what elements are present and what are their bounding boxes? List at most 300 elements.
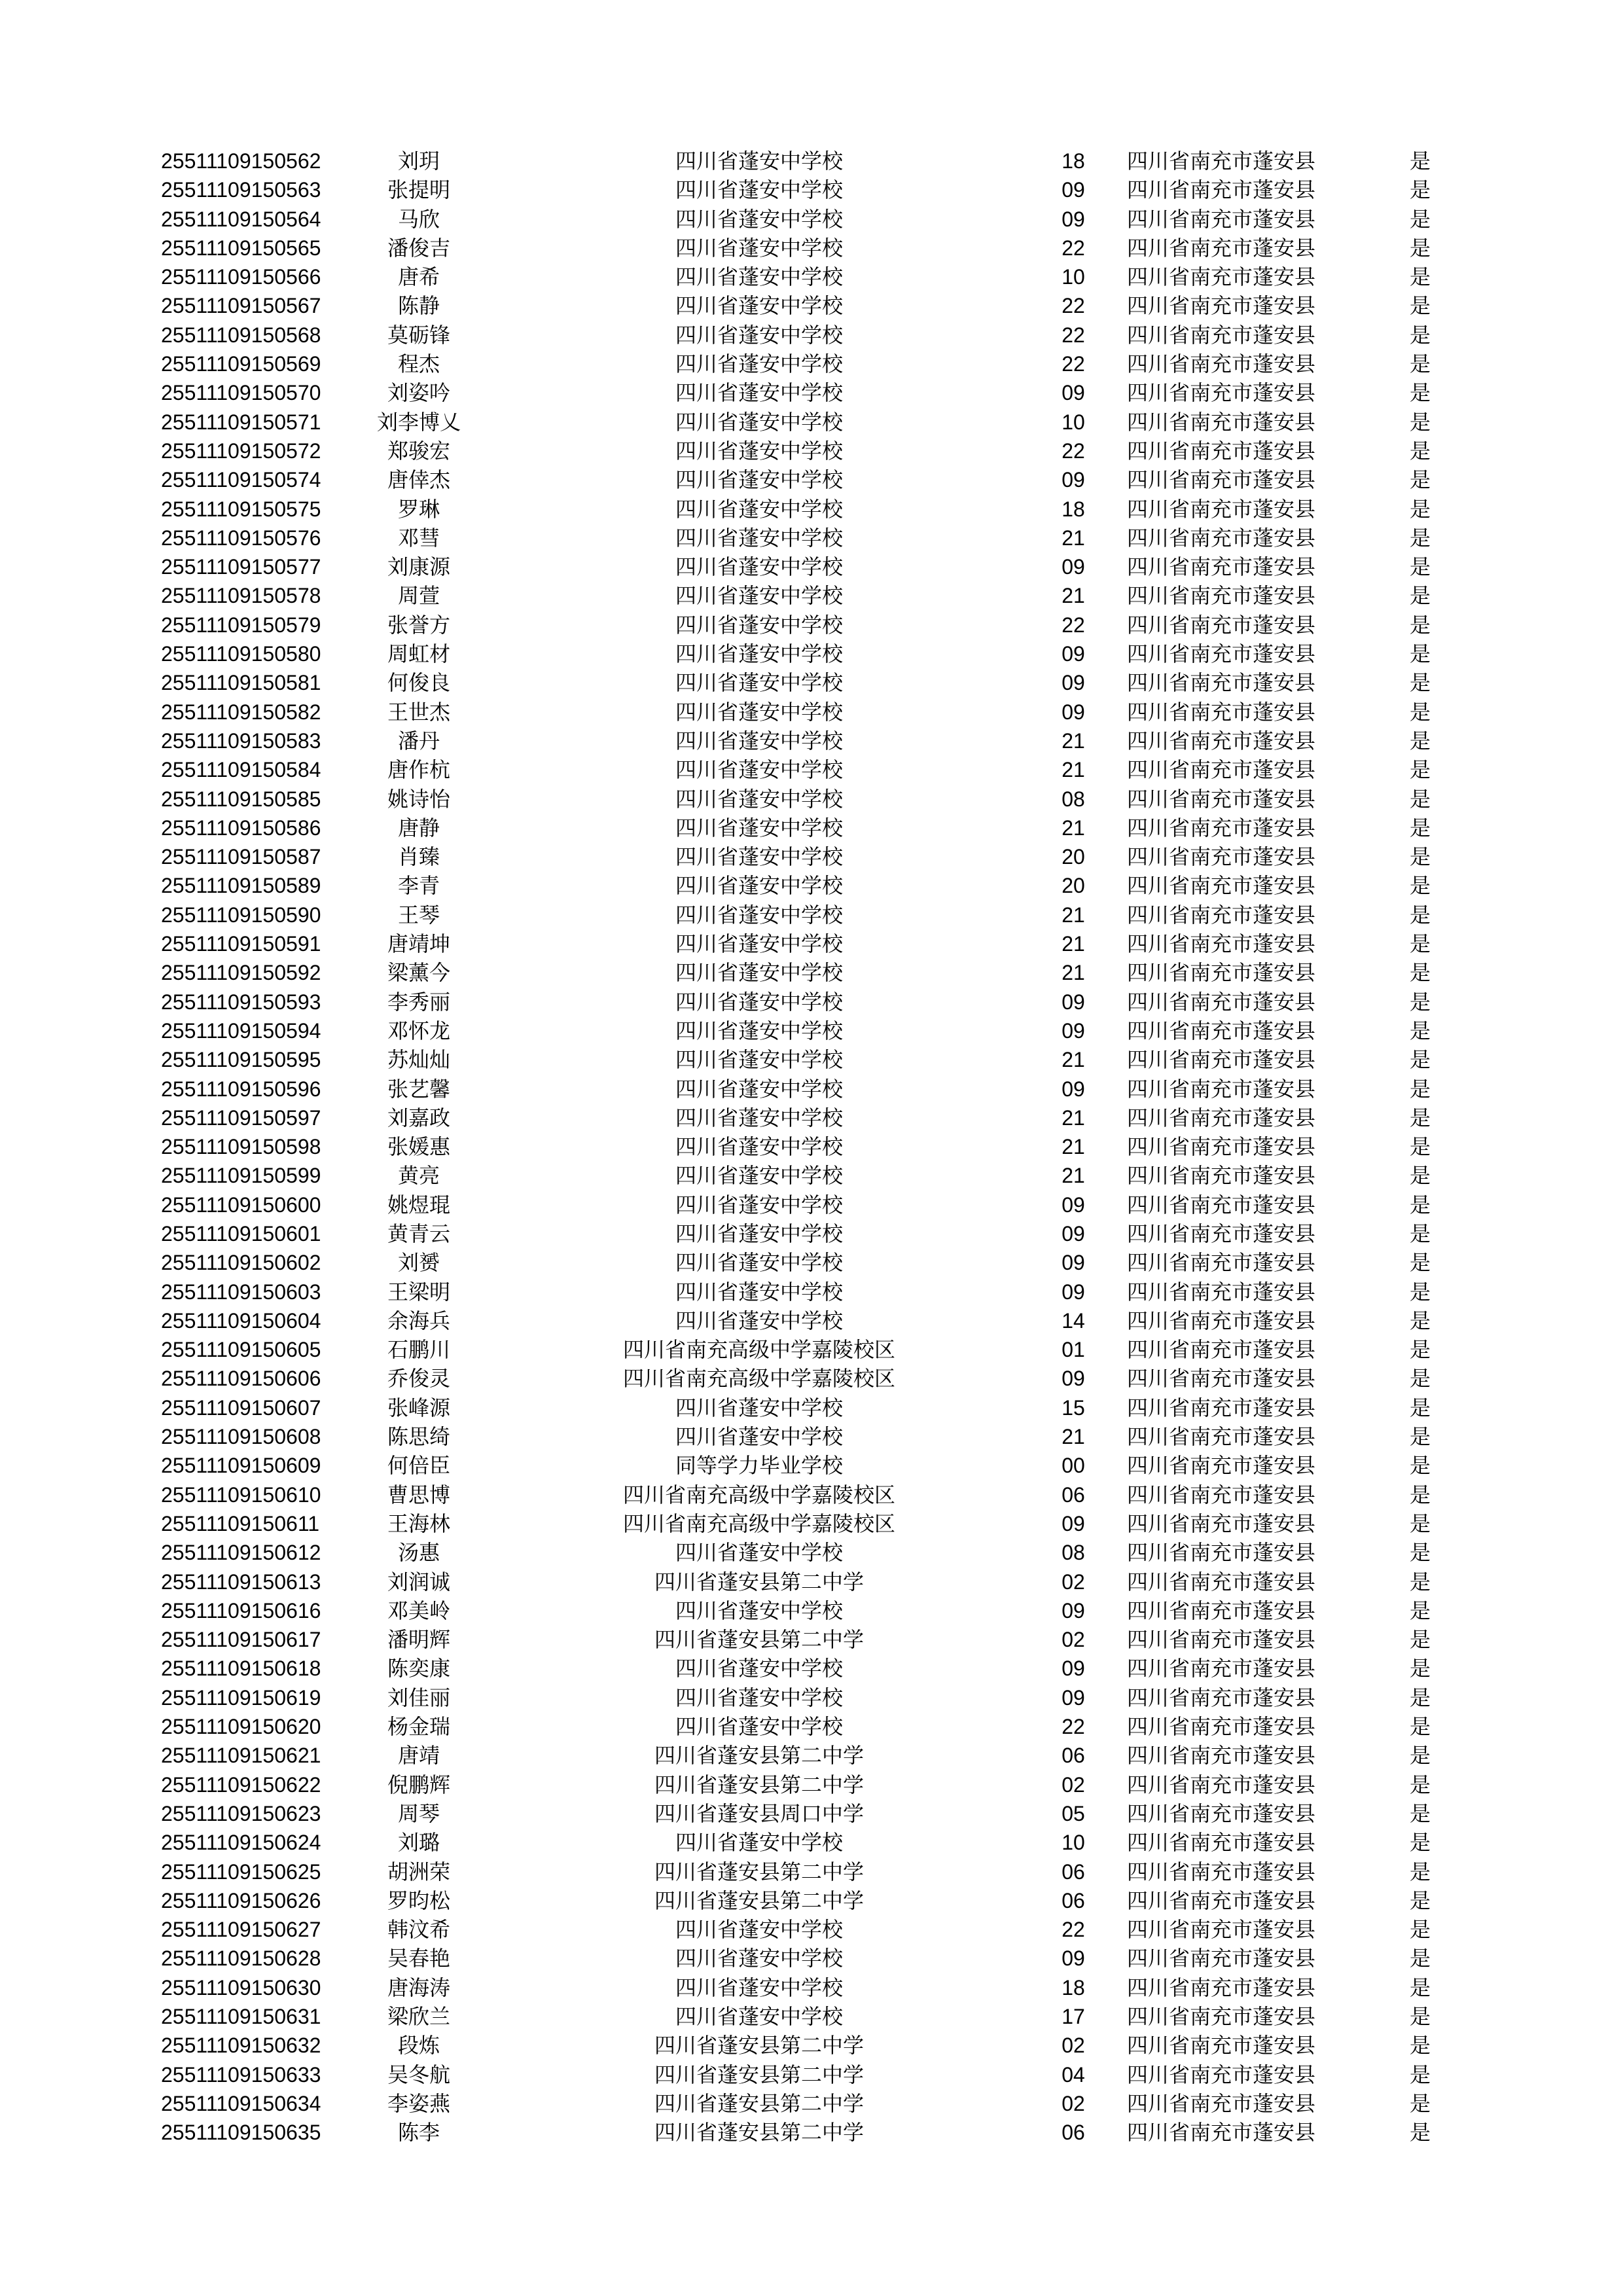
- student-name-cell: 韩汶希: [387, 1917, 450, 1943]
- exam-id-cell: 25511109150574: [161, 468, 321, 492]
- school-name-cell: 四川省蓬安县第二中学: [654, 1743, 864, 1768]
- category-code-cell: 09: [1061, 1221, 1085, 1246]
- table-row: [0, 1741, 1623, 1770]
- table-row: [0, 871, 1623, 900]
- table-row: [0, 1857, 1623, 1886]
- category-code-cell: 21: [1061, 816, 1085, 840]
- student-name-cell: 刘赟: [397, 1250, 440, 1276]
- exam-id-cell: 25511109150595: [161, 1048, 321, 1072]
- status-flag-cell: 是: [1409, 1366, 1431, 1391]
- status-flag-cell: 是: [1409, 1598, 1431, 1623]
- category-code-cell: 09: [1061, 642, 1085, 666]
- table-row: [0, 2089, 1623, 2118]
- region-cell: 四川省南充市蓬安县: [1127, 1308, 1316, 1333]
- category-code-cell: 21: [1061, 1135, 1085, 1159]
- region-cell: 四川省南充市蓬安县: [1127, 149, 1316, 173]
- table-row: [0, 465, 1623, 494]
- exam-id-cell: 25511109150612: [161, 1541, 321, 1565]
- category-code-cell: 15: [1061, 1395, 1085, 1420]
- school-name-cell: 四川省蓬安中学校: [675, 1076, 843, 1102]
- table-row: [0, 1944, 1623, 1973]
- student-name-cell: 肖臻: [397, 844, 440, 870]
- region-cell: 四川省南充市蓬安县: [1127, 1105, 1316, 1130]
- status-flag-cell: 是: [1409, 989, 1431, 1014]
- status-flag-cell: 是: [1409, 1337, 1431, 1363]
- student-name-cell: 倪鹏辉: [387, 1772, 450, 1797]
- region-cell: 四川省南充市蓬安县: [1127, 1569, 1316, 1594]
- exam-id-cell: 25511109150583: [161, 728, 321, 753]
- exam-id-cell: 25511109150628: [161, 1946, 321, 1971]
- region-cell: 四川省南充市蓬安县: [1127, 670, 1316, 696]
- category-code-cell: 21: [1061, 1425, 1085, 1449]
- exam-id-cell: 25511109150578: [161, 584, 321, 608]
- table-row: [0, 1770, 1623, 1799]
- region-cell: 四川省南充市蓬安县: [1127, 1888, 1316, 1913]
- exam-id-cell: 25511109150632: [161, 2034, 321, 2058]
- table-row: [0, 1596, 1623, 1625]
- school-name-cell: 四川省蓬安中学校: [675, 438, 843, 463]
- exam-id-cell: 25511109150598: [161, 1135, 321, 1159]
- region-cell: 四川省南充市蓬安县: [1127, 554, 1316, 580]
- school-name-cell: 四川省蓬安中学校: [675, 1047, 843, 1073]
- school-name-cell: 四川省蓬安县第二中学: [654, 2033, 864, 2058]
- table-row: [0, 1828, 1623, 1857]
- category-code-cell: 09: [1061, 700, 1085, 724]
- student-name-cell: 周萱: [397, 583, 440, 609]
- table-row: [0, 1654, 1623, 1683]
- school-name-cell: 四川省蓬安中学校: [675, 235, 843, 260]
- region-cell: 四川省南充市蓬安县: [1127, 467, 1316, 493]
- category-code-cell: 09: [1061, 468, 1085, 492]
- status-flag-cell: 是: [1409, 2062, 1431, 2087]
- exam-id-cell: 25511109150619: [161, 1685, 321, 1710]
- status-flag-cell: 是: [1409, 699, 1431, 725]
- exam-id-cell: 25511109150621: [161, 1744, 321, 1768]
- exam-id-cell: 25511109150623: [161, 1801, 321, 1825]
- student-name-cell: 陈静: [397, 293, 440, 319]
- category-code-cell: 05: [1061, 1801, 1085, 1825]
- school-name-cell: 四川省蓬安中学校: [675, 1134, 843, 1160]
- exam-id-cell: 25511109150575: [161, 497, 321, 521]
- student-name-cell: 黄青云: [387, 1221, 450, 1246]
- status-flag-cell: 是: [1409, 1511, 1431, 1536]
- exam-id-cell: 25511109150579: [161, 613, 321, 637]
- status-flag-cell: 是: [1409, 1308, 1431, 1333]
- category-code-cell: 22: [1061, 352, 1085, 376]
- exam-id-cell: 25511109150563: [161, 178, 321, 202]
- region-cell: 四川省南充市蓬安县: [1127, 1076, 1316, 1102]
- exam-id-cell: 25511109150584: [161, 758, 321, 782]
- category-code-cell: 09: [1061, 1511, 1085, 1535]
- exam-id-cell: 25511109150587: [161, 845, 321, 869]
- student-name-cell: 张誉方: [387, 612, 450, 637]
- school-name-cell: 四川省蓬安中学校: [675, 1656, 843, 1681]
- category-code-cell: 18: [1061, 149, 1085, 173]
- table-row: [0, 2002, 1623, 2031]
- exam-id-cell: 25511109150607: [161, 1395, 321, 1420]
- category-code-cell: 06: [1061, 1482, 1085, 1507]
- table-row: [0, 1191, 1623, 1219]
- category-code-cell: 17: [1061, 2005, 1085, 2028]
- student-name-cell: 姚诗怡: [387, 786, 450, 812]
- status-flag-cell: 是: [1409, 149, 1431, 173]
- table-row: [0, 205, 1623, 234]
- student-name-cell: 张峰源: [387, 1395, 450, 1420]
- school-name-cell: 四川省蓬安中学校: [675, 583, 843, 609]
- status-flag-cell: 是: [1409, 1424, 1431, 1450]
- exam-id-cell: 25511109150597: [161, 1105, 321, 1130]
- exam-id-cell: 25511109150608: [161, 1425, 321, 1449]
- status-flag-cell: 是: [1409, 1105, 1431, 1130]
- table-row: [0, 929, 1623, 958]
- status-flag-cell: 是: [1409, 1685, 1431, 1710]
- status-flag-cell: 是: [1409, 2033, 1431, 2058]
- school-name-cell: 四川省蓬安县第二中学: [654, 1627, 864, 1653]
- region-cell: 四川省南充市蓬安县: [1127, 815, 1316, 840]
- table-row: [0, 1712, 1623, 1741]
- region-cell: 四川省南充市蓬安县: [1127, 1598, 1316, 1623]
- status-flag-cell: 是: [1409, 757, 1431, 783]
- region-cell: 四川省南充市蓬安县: [1127, 786, 1316, 812]
- table-row: [0, 1335, 1623, 1364]
- exam-id-cell: 25511109150592: [161, 961, 321, 985]
- school-name-cell: 四川省蓬安中学校: [675, 1221, 843, 1246]
- student-name-cell: 梁欣兰: [387, 2004, 450, 2029]
- student-name-cell: 刘嘉政: [387, 1105, 450, 1130]
- region-cell: 四川省南充市蓬安县: [1127, 1192, 1316, 1217]
- table-row: [0, 1045, 1623, 1074]
- table-row: [0, 1075, 1623, 1103]
- school-name-cell: 四川省蓬安中学校: [675, 815, 843, 840]
- status-flag-cell: 是: [1409, 1743, 1431, 1768]
- category-code-cell: 21: [1061, 1105, 1085, 1130]
- table-row: [0, 2060, 1623, 2089]
- status-flag-cell: 是: [1409, 1569, 1431, 1594]
- exam-id-cell: 25511109150585: [161, 787, 321, 811]
- region-cell: 四川省南充市蓬安县: [1127, 380, 1316, 406]
- status-flag-cell: 是: [1409, 177, 1431, 203]
- exam-id-cell: 25511109150626: [161, 1888, 321, 1912]
- student-name-cell: 刘康源: [387, 554, 450, 580]
- student-name-cell: 邓美岭: [387, 1598, 450, 1623]
- student-name-cell: 刘润诚: [387, 1569, 450, 1594]
- region-cell: 四川省南充市蓬安县: [1127, 1627, 1316, 1653]
- school-name-cell: 同等学力毕业学校: [675, 1453, 843, 1479]
- category-code-cell: 09: [1061, 1251, 1085, 1275]
- region-cell: 四川省南充市蓬安县: [1127, 1018, 1316, 1043]
- exam-id-cell: 25511109150576: [161, 526, 321, 550]
- school-name-cell: 四川省蓬安中学校: [675, 670, 843, 696]
- status-flag-cell: 是: [1409, 235, 1431, 260]
- table-row: [0, 842, 1623, 871]
- table-row: [0, 1683, 1623, 1712]
- school-name-cell: 四川省蓬安中学校: [675, 844, 843, 870]
- table-row: [0, 1016, 1623, 1045]
- exam-id-cell: 25511109150627: [161, 1918, 321, 1942]
- exam-id-cell: 25511109150594: [161, 1018, 321, 1043]
- exam-id-cell: 25511109150589: [161, 874, 321, 898]
- exam-id-cell: 25511109150602: [161, 1251, 321, 1275]
- status-flag-cell: 是: [1409, 873, 1431, 899]
- status-flag-cell: 是: [1409, 525, 1431, 550]
- category-code-cell: 22: [1061, 323, 1085, 347]
- region-cell: 四川省南充市蓬安县: [1127, 844, 1316, 870]
- table-row: [0, 1451, 1623, 1480]
- school-name-cell: 四川省蓬安中学校: [675, 699, 843, 725]
- region-cell: 四川省南充市蓬安县: [1127, 1221, 1316, 1246]
- region-cell: 四川省南充市蓬安县: [1127, 235, 1316, 260]
- table-row: [0, 552, 1623, 581]
- exam-id-cell: 25511109150634: [161, 2091, 321, 2115]
- exam-id-cell: 25511109150622: [161, 1772, 321, 1797]
- school-name-cell: 四川省蓬安中学校: [675, 757, 843, 783]
- exam-id-cell: 25511109150567: [161, 294, 321, 318]
- student-name-cell: 邓彗: [397, 525, 440, 550]
- category-code-cell: 10: [1061, 410, 1085, 434]
- status-flag-cell: 是: [1409, 438, 1431, 463]
- region-cell: 四川省南充市蓬安县: [1127, 1801, 1316, 1826]
- student-name-cell: 王梁明: [387, 1279, 450, 1304]
- region-cell: 四川省南充市蓬安县: [1127, 264, 1316, 290]
- region-cell: 四川省南充市蓬安县: [1127, 1830, 1316, 1856]
- status-flag-cell: 是: [1409, 1018, 1431, 1043]
- status-flag-cell: 是: [1409, 1888, 1431, 1913]
- student-name-cell: 程杰: [397, 351, 440, 377]
- school-name-cell: 四川省蓬安县第二中学: [654, 1888, 864, 1913]
- student-name-cell: 杨金瑞: [387, 1714, 450, 1740]
- category-code-cell: 21: [1061, 758, 1085, 782]
- exam-id-cell: 25511109150562: [161, 149, 321, 173]
- school-name-cell: 四川省蓬安中学校: [675, 960, 843, 986]
- student-name-cell: 潘明辉: [387, 1627, 450, 1653]
- region-cell: 四川省南充市蓬安县: [1127, 1859, 1316, 1884]
- category-code-cell: 09: [1061, 1367, 1085, 1391]
- status-flag-cell: 是: [1409, 670, 1431, 696]
- category-code-cell: 21: [1061, 932, 1085, 956]
- school-name-cell: 四川省蓬安中学校: [675, 409, 843, 435]
- category-code-cell: 10: [1061, 1831, 1085, 1855]
- school-name-cell: 四川省蓬安中学校: [675, 902, 843, 927]
- school-name-cell: 四川省蓬安中学校: [675, 1250, 843, 1276]
- school-name-cell: 四川省蓬安中学校: [675, 1105, 843, 1130]
- category-code-cell: 02: [1061, 1628, 1085, 1652]
- exam-id-cell: 25511109150624: [161, 1831, 321, 1855]
- exam-id-cell: 25511109150593: [161, 990, 321, 1014]
- status-flag-cell: 是: [1409, 1453, 1431, 1479]
- category-code-cell: 21: [1061, 526, 1085, 550]
- table-row: [0, 495, 1623, 524]
- table-row: [0, 1915, 1623, 1944]
- student-name-cell: 梁薰今: [387, 960, 450, 986]
- status-flag-cell: 是: [1409, 815, 1431, 840]
- exam-id-cell: 25511109150569: [161, 352, 321, 376]
- exam-id-cell: 25511109150565: [161, 236, 321, 260]
- school-name-cell: 四川省南充高级中学嘉陵校区: [622, 1482, 895, 1507]
- school-name-cell: 四川省蓬安中学校: [675, 525, 843, 550]
- region-cell: 四川省南充市蓬安县: [1127, 1424, 1316, 1450]
- status-flag-cell: 是: [1409, 1627, 1431, 1653]
- school-name-cell: 四川省蓬安中学校: [675, 1830, 843, 1856]
- student-name-cell: 王琴: [397, 902, 440, 927]
- school-name-cell: 四川省蓬安中学校: [675, 1975, 843, 2000]
- exam-id-cell: 25511109150581: [161, 671, 321, 695]
- exam-id-cell: 25511109150582: [161, 700, 321, 724]
- school-name-cell: 四川省蓬安中学校: [675, 786, 843, 812]
- school-name-cell: 四川省蓬安中学校: [675, 641, 843, 667]
- student-name-cell: 莫砺锋: [387, 322, 450, 348]
- student-name-cell: 张媛惠: [387, 1134, 450, 1160]
- region-cell: 四川省南充市蓬安县: [1127, 525, 1316, 550]
- region-cell: 四川省南充市蓬安县: [1127, 496, 1316, 522]
- student-name-cell: 吴冬航: [387, 2062, 450, 2087]
- table-row: [0, 1248, 1623, 1277]
- region-cell: 四川省南充市蓬安县: [1127, 612, 1316, 637]
- status-flag-cell: 是: [1409, 293, 1431, 319]
- region-cell: 四川省南充市蓬安县: [1127, 1917, 1316, 1943]
- student-name-cell: 吴春艳: [387, 1946, 450, 1971]
- category-code-cell: 09: [1061, 207, 1085, 231]
- school-name-cell: 四川省蓬安县第二中学: [654, 2090, 864, 2116]
- school-name-cell: 四川省蓬安县第二中学: [654, 1772, 864, 1797]
- student-name-cell: 潘丹: [397, 728, 440, 753]
- region-cell: 四川省南充市蓬安县: [1127, 2004, 1316, 2029]
- exam-id-cell: 25511109150564: [161, 207, 321, 231]
- category-code-cell: 21: [1061, 728, 1085, 753]
- school-name-cell: 四川省蓬安中学校: [675, 1714, 843, 1740]
- status-flag-cell: 是: [1409, 264, 1431, 290]
- exam-id-cell: 25511109150570: [161, 381, 321, 405]
- category-code-cell: 01: [1061, 1338, 1085, 1362]
- student-name-cell: 何俊良: [387, 670, 450, 696]
- exam-id-cell: 25511109150577: [161, 555, 321, 579]
- school-name-cell: 四川省蓬安中学校: [675, 1308, 843, 1333]
- category-code-cell: 06: [1061, 1744, 1085, 1768]
- student-name-cell: 张提明: [387, 177, 450, 203]
- region-cell: 四川省南充市蓬安县: [1127, 1975, 1316, 2000]
- student-name-cell: 张艺馨: [387, 1076, 450, 1102]
- student-name-cell: 周虹材: [387, 641, 450, 667]
- school-name-cell: 四川省蓬安中学校: [675, 1192, 843, 1217]
- region-cell: 四川省南充市蓬安县: [1127, 2090, 1316, 2116]
- school-name-cell: 四川省蓬安中学校: [675, 1424, 843, 1450]
- table-row: [0, 755, 1623, 784]
- region-cell: 四川省南充市蓬安县: [1127, 1511, 1316, 1536]
- school-name-cell: 四川省蓬安中学校: [675, 1018, 843, 1043]
- student-name-cell: 黄亮: [397, 1163, 440, 1189]
- region-cell: 四川省南充市蓬安县: [1127, 1279, 1316, 1304]
- exam-id-cell: 25511109150571: [161, 410, 321, 434]
- table-row: [0, 147, 1623, 175]
- region-cell: 四川省南充市蓬安县: [1127, 1134, 1316, 1160]
- region-cell: 四川省南充市蓬安县: [1127, 1163, 1316, 1189]
- student-name-cell: 刘璐: [397, 1830, 440, 1856]
- table-row: [0, 1799, 1623, 1828]
- category-code-cell: 22: [1061, 439, 1085, 463]
- student-table: [0, 147, 1623, 2147]
- table-row: [0, 581, 1623, 610]
- table-row: [0, 901, 1623, 929]
- student-name-cell: 马欣: [397, 206, 440, 232]
- student-name-cell: 王海林: [387, 1511, 450, 1536]
- status-flag-cell: 是: [1409, 786, 1431, 812]
- region-cell: 四川省南充市蓬安县: [1127, 351, 1316, 377]
- table-row: [0, 639, 1623, 668]
- exam-id-cell: 25511109150625: [161, 1859, 321, 1884]
- region-cell: 四川省南充市蓬安县: [1127, 293, 1316, 319]
- school-name-cell: 四川省蓬安中学校: [675, 149, 843, 173]
- student-name-cell: 唐海涛: [387, 1975, 450, 2000]
- status-flag-cell: 是: [1409, 960, 1431, 986]
- category-code-cell: 08: [1061, 1541, 1085, 1565]
- category-code-cell: 02: [1061, 2034, 1085, 2058]
- student-name-cell: 罗昀松: [387, 1888, 450, 1913]
- table-row: [0, 958, 1623, 987]
- region-cell: 四川省南充市蓬安县: [1127, 728, 1316, 753]
- category-code-cell: 06: [1061, 1859, 1085, 1884]
- exam-id-cell: 25511109150635: [161, 2121, 321, 2145]
- region-cell: 四川省南充市蓬安县: [1127, 1743, 1316, 1768]
- region-cell: 四川省南充市蓬安县: [1127, 1395, 1316, 1420]
- table-row: [0, 1103, 1623, 1132]
- student-name-cell: 汤惠: [397, 1540, 440, 1566]
- category-code-cell: 02: [1061, 1570, 1085, 1594]
- table-row: [0, 814, 1623, 842]
- school-name-cell: 四川省蓬安中学校: [675, 1598, 843, 1623]
- status-flag-cell: 是: [1409, 1192, 1431, 1217]
- exam-id-cell: 25511109150630: [161, 1975, 321, 2000]
- category-code-cell: 18: [1061, 497, 1085, 521]
- exam-id-cell: 25511109150590: [161, 903, 321, 927]
- exam-id-cell: 25511109150568: [161, 323, 321, 347]
- student-name-cell: 罗琳: [397, 496, 440, 522]
- student-name-cell: 周琴: [397, 1801, 440, 1826]
- status-flag-cell: 是: [1409, 467, 1431, 493]
- school-name-cell: 四川省蓬安中学校: [675, 1946, 843, 1971]
- status-flag-cell: 是: [1409, 1540, 1431, 1566]
- student-name-cell: 胡洲荣: [387, 1859, 450, 1884]
- status-flag-cell: 是: [1409, 931, 1431, 957]
- status-flag-cell: 是: [1409, 496, 1431, 522]
- category-code-cell: 09: [1061, 555, 1085, 579]
- region-cell: 四川省南充市蓬安县: [1127, 1656, 1316, 1681]
- student-name-cell: 王世杰: [387, 699, 450, 725]
- region-cell: 四川省南充市蓬安县: [1127, 960, 1316, 986]
- status-flag-cell: 是: [1409, 1830, 1431, 1856]
- table-row: [0, 262, 1623, 291]
- school-name-cell: 四川省蓬安中学校: [675, 1163, 843, 1189]
- table-row: [0, 726, 1623, 755]
- table-row: [0, 1480, 1623, 1509]
- region-cell: 四川省南充市蓬安县: [1127, 1366, 1316, 1391]
- category-code-cell: 20: [1061, 845, 1085, 869]
- category-code-cell: 09: [1061, 1946, 1085, 1971]
- table-row: [0, 291, 1623, 320]
- status-flag-cell: 是: [1409, 1047, 1431, 1073]
- status-flag-cell: 是: [1409, 844, 1431, 870]
- status-flag-cell: 是: [1409, 1859, 1431, 1884]
- status-flag-cell: 是: [1409, 2004, 1431, 2029]
- region-cell: 四川省南充市蓬安县: [1127, 1685, 1316, 1710]
- exam-id-cell: 25511109150633: [161, 2062, 321, 2087]
- region-cell: 四川省南充市蓬安县: [1127, 409, 1316, 435]
- school-name-cell: 四川省蓬安中学校: [675, 873, 843, 899]
- exam-id-cell: 25511109150601: [161, 1221, 321, 1246]
- school-name-cell: 四川省蓬安中学校: [675, 293, 843, 319]
- table-row: [0, 1364, 1623, 1393]
- table-row: [0, 2031, 1623, 2060]
- category-code-cell: 22: [1061, 236, 1085, 260]
- category-code-cell: 04: [1061, 2062, 1085, 2087]
